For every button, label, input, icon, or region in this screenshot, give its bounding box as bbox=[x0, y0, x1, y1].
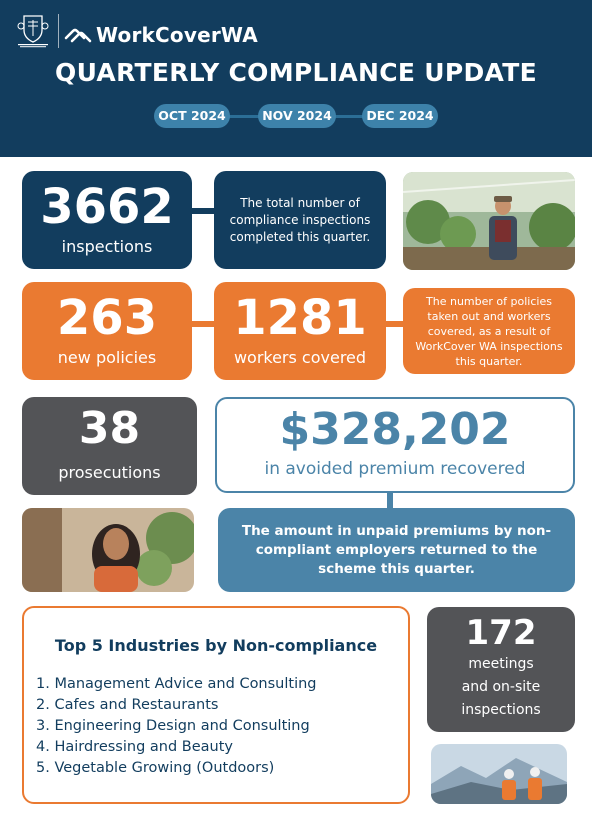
meetings-value: 172 bbox=[465, 613, 537, 653]
new-policies-label: new policies bbox=[57, 348, 157, 367]
new-policies-card bbox=[22, 282, 192, 380]
meetings-card bbox=[427, 607, 575, 732]
workers-covered-card bbox=[214, 282, 386, 380]
farmer-photo bbox=[403, 172, 575, 270]
government-crest-icon bbox=[14, 12, 52, 48]
prosecutions-label: prosecutions bbox=[58, 463, 161, 482]
month-pill-nov: NOV 2024 bbox=[258, 104, 336, 128]
meetings-label-line2: and on-site bbox=[461, 679, 541, 695]
header-banner bbox=[0, 0, 592, 157]
inspections-description: The total number of compliance inspections completed this quarter. bbox=[229, 195, 371, 244]
industries-panel bbox=[22, 606, 410, 804]
workers-covered-label: workers covered bbox=[233, 348, 367, 367]
brand-name: WorkCoverWA bbox=[96, 23, 258, 47]
workers-covered-value: 1281 bbox=[233, 290, 367, 346]
list-item: 2. Cafes and Restaurants bbox=[36, 697, 219, 713]
inspections-description-card bbox=[214, 171, 386, 269]
page-title: QUARTERLY COMPLIANCE UPDATE bbox=[55, 58, 537, 87]
workcover-logo-icon bbox=[64, 26, 92, 46]
meetings-label-line1: meetings bbox=[468, 656, 534, 672]
month-pill-oct: OCT 2024 bbox=[154, 104, 230, 128]
woman-portrait-photo bbox=[22, 508, 194, 592]
premium-description-card bbox=[218, 508, 575, 592]
policies-description-card bbox=[403, 288, 575, 374]
inspections-label: inspections bbox=[61, 237, 153, 256]
inspections-value: 3662 bbox=[40, 179, 174, 235]
month-timeline bbox=[0, 104, 592, 128]
prosecutions-card bbox=[22, 397, 197, 495]
premium-description: The amount in unpaid premiums by non-compliant employers returned to the scheme this quarter. bbox=[241, 522, 552, 577]
list-item: 3. Engineering Design and Consulting bbox=[36, 718, 310, 734]
prosecutions-value: 38 bbox=[78, 403, 141, 454]
list-item: 5. Vegetable Growing (Outdoors) bbox=[36, 760, 275, 776]
engineers-photo bbox=[431, 744, 567, 804]
list-item: 1. Management Advice and Consulting bbox=[36, 676, 317, 692]
industries-title: Top 5 Industries by Non-compliance bbox=[54, 636, 378, 655]
premium-label: in avoided premium recovered bbox=[264, 459, 526, 479]
premium-card bbox=[215, 397, 575, 493]
inspections-card bbox=[22, 171, 192, 269]
policies-description: The number of policies taken out and workers covered, as a result of WorkCover WA inspections this quarter. bbox=[415, 294, 563, 368]
premium-value: $328,202 bbox=[279, 404, 511, 455]
meetings-label-line3: inspections bbox=[461, 702, 541, 718]
industries-list bbox=[36, 674, 317, 779]
header-divider bbox=[58, 14, 59, 48]
month-pill-dec: DEC 2024 bbox=[362, 104, 438, 128]
list-item: 4. Hairdressing and Beauty bbox=[36, 739, 233, 755]
new-policies-value: 263 bbox=[56, 290, 158, 346]
